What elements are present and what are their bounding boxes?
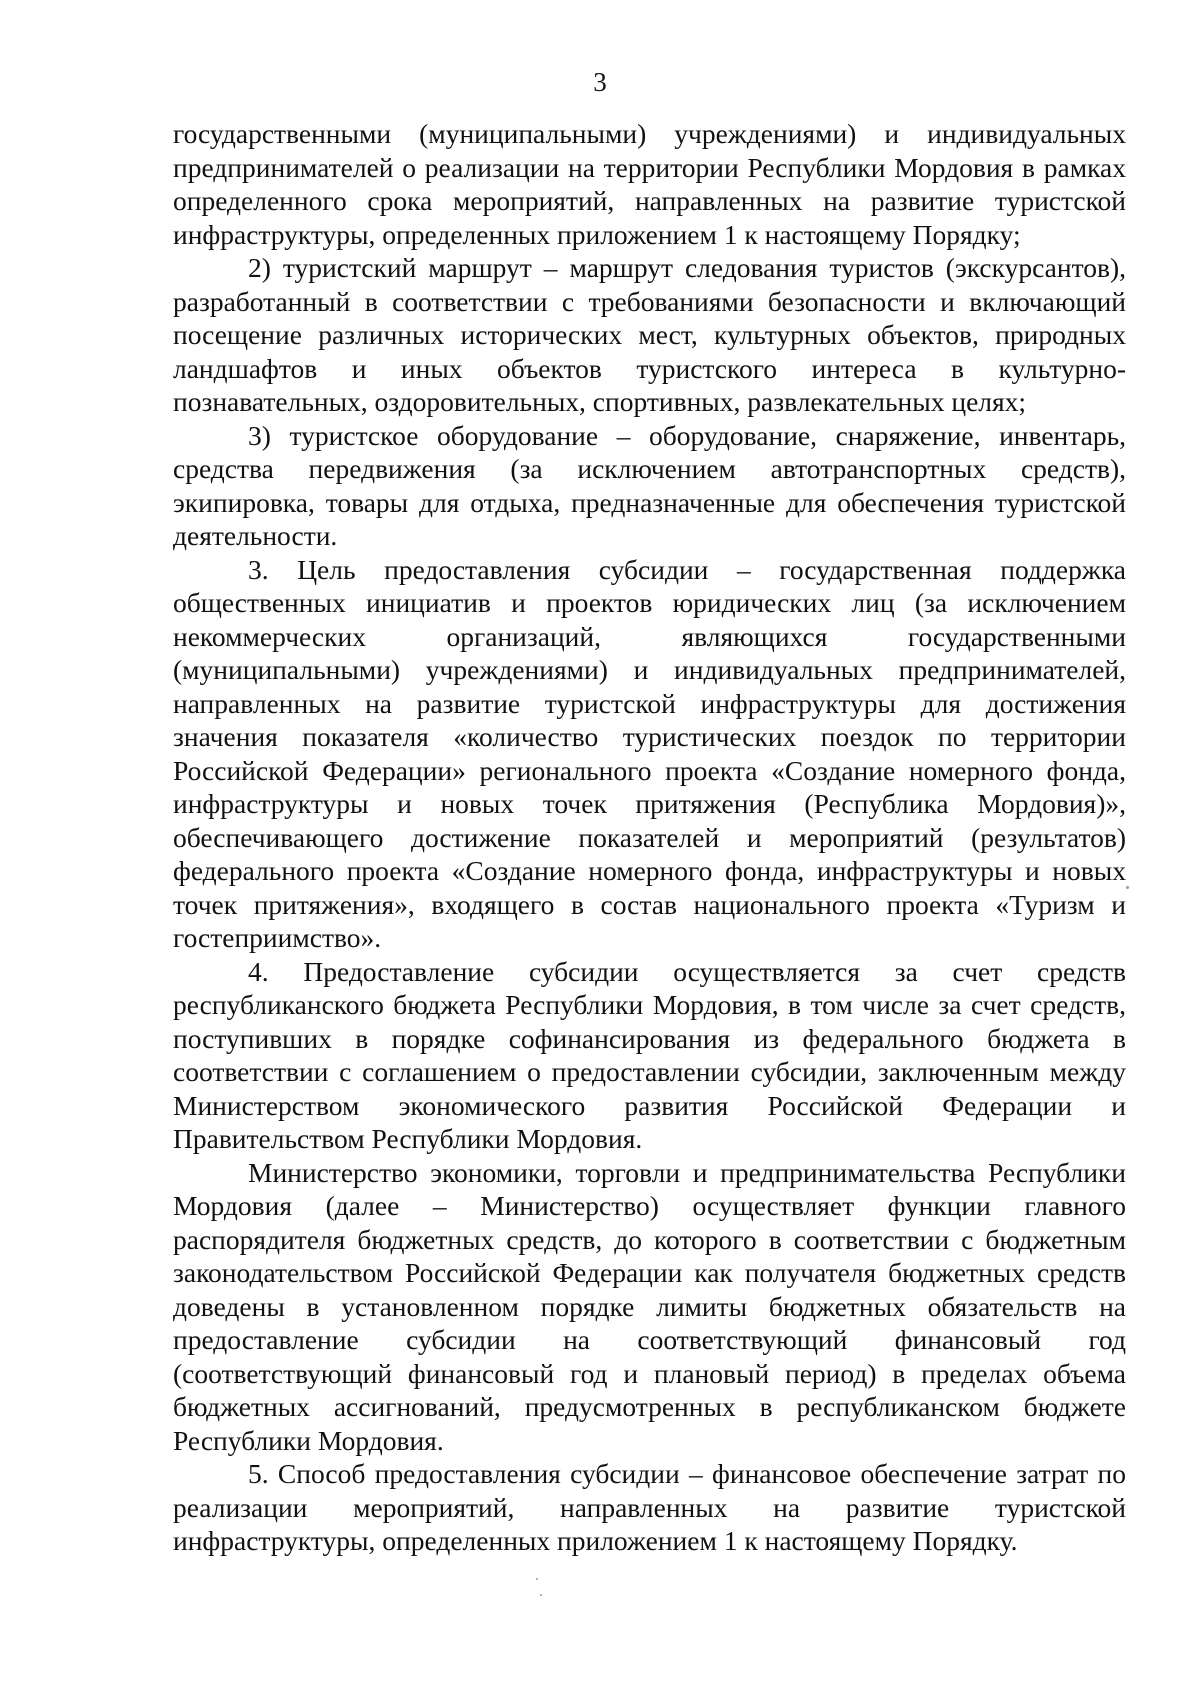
scan-artifact-dot [536, 1578, 538, 1580]
paragraph-ministry-functions: Министерство экономики, торговли и предпринимательства Республики Мордовия (далее – Министерство) осуществляет функции главного распорядителя бюджетных средств, до которого в соответствии с бюджетным законодательством Российской Федерации как получателя бюджетных средств доведены в установленном порядке лимиты бюджетных обязательств на предоставление субсидии на соответствующий финансовый год (соответствующий финансовый год и плановый период) в пределах объема бюджетных ассигнований, предусмотренных в республиканском бюджете Республики Мордовия. [173, 1156, 1126, 1456]
paragraph-subsidy-purpose: 3. Цель предоставления субсидии – государственная поддержка общественных инициатив и проектов юридических лиц (за исключением некоммерческих организаций, являющихся государственными (муниципальными) учреждениями) и индивидуальных предпринимателей, направленных на развитие туристской инфраструктуры для достижения значения показателя «количество туристических поездок по территории Российской Федерации» регионального проекта «Создание номерного фонда, инфраструктуры и новых точек притяжения (Республика Мордовия)», обеспечивающего достижение показателей и мероприятий (результатов) федерального проекта «Создание номерного фонда, инфраструктуры и новых точек притяжения», входящего в состав национального проекта «Туризм и гостеприимство». [173, 553, 1126, 953]
paragraph-tourist-route: 2) туристский маршрут – маршрут следования туристов (экскурсантов), разработанный в соответствии с требованиями безопасности и включающий посещение различных исторических мест, культурных объектов, природных ландшафтов и иных объектов туристского интереса в культурно-познавательных, оздоровительных, спортивных, развлекательных целях; [173, 252, 1126, 417]
paragraph-subsidy-method: 5. Способ предоставления субсидии – финансовое обеспечение затрат по реализации мероприятий, направленных на развитие туристской инфраструктуры, определенных приложением 1 к настоящему Порядку. [173, 1458, 1126, 1556]
scan-artifact-dot [1126, 886, 1129, 889]
paragraph-subsidy-funding: 4. Предоставление субсидии осуществляется за счет средств республиканского бюджета Республики Мордовия, в том числе за счет средств, поступивших в порядке софинансирования из федерального бюджета в соответствии с соглашением о предоставлении субсидии, заключенным между Министерством экономического развития Российской Федерации и Правительством Республики Мордовия. [173, 955, 1126, 1154]
scan-artifact-dot [540, 1594, 542, 1596]
document-body [173, 117, 1126, 1558]
paragraph-continuation: государственными (муниципальными) учреждениями) и индивидуальных предпринимателей о реализации на территории Республики Мордовия в рамках определенного срока мероприятий, направленных на развитие туристской инфраструктуры, определенных приложением 1 к настоящему Порядку; [173, 118, 1126, 250]
paragraph-tourist-equipment: 3) туристское оборудование – оборудование, снаряжение, инвентарь, средства передвижения (за исключением автотранспортных средств), экипировка, товары для отдыха, предназначенные для обеспечения туристской деятельности. [173, 419, 1126, 551]
page-number: 3 [593, 67, 607, 97]
